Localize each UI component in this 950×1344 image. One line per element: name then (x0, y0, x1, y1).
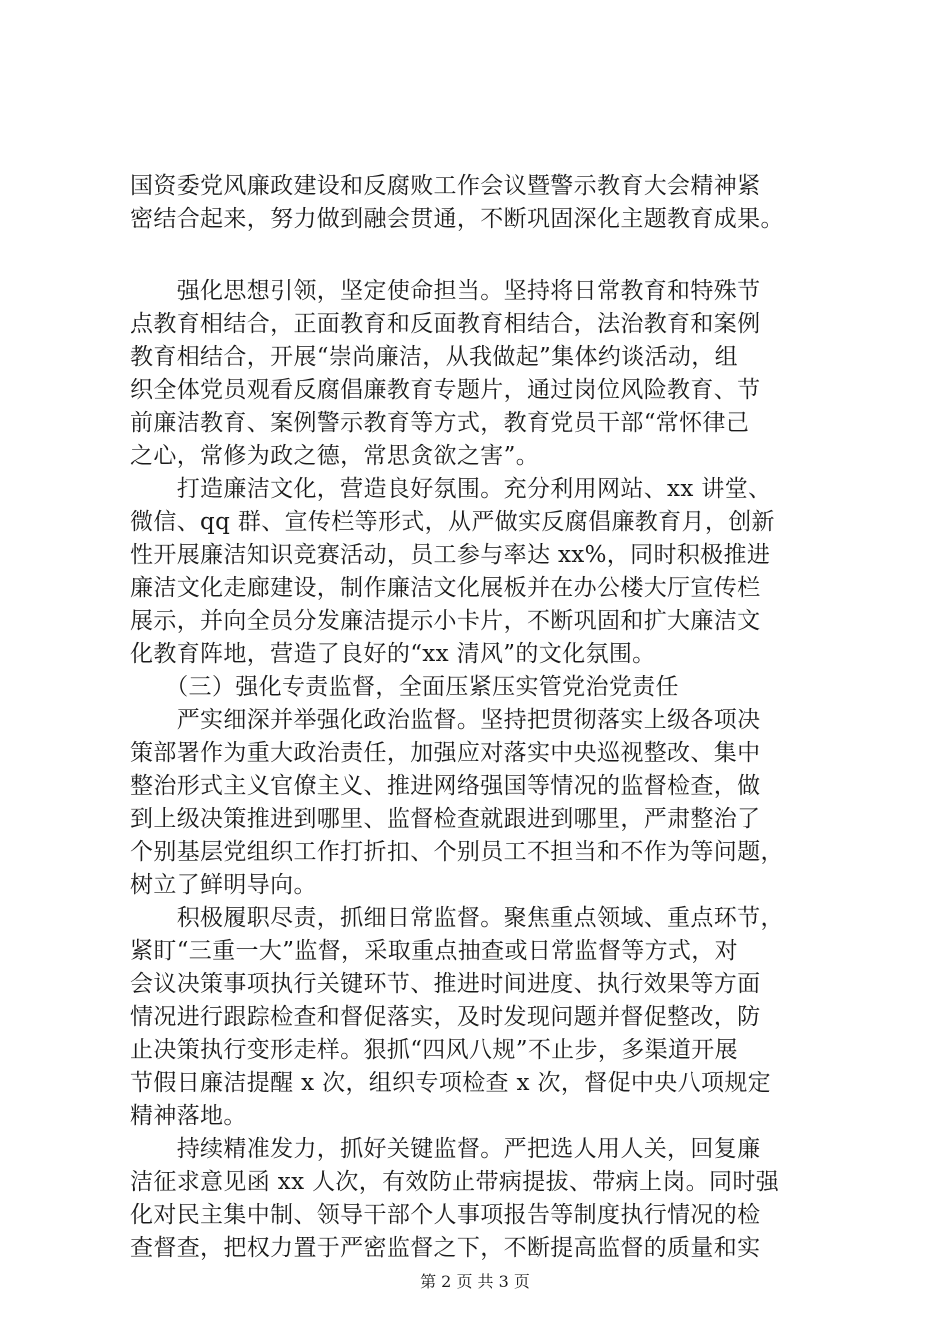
text-line: 密结合起来，努力做到融会贯通，不断巩固深化主题教育成果。 (130, 206, 784, 232)
paragraph (130, 1133, 830, 1265)
text-line: 个别基层党组织工作打折扣、个别员工不担当和不作为等问题， (130, 839, 784, 865)
text-line: 之心，常修为政之德，常思贪欲之害”。 (130, 443, 540, 469)
text-line: 国资委党风廉政建设和反腐败工作会议暨警示教育大会精神紧 (130, 173, 761, 199)
document-body (130, 170, 830, 1265)
page-number: 第 2 页 共 3 页 (420, 1272, 530, 1291)
text-line: 持续精准发力，抓好关键监督。严把选人用人关，回复廉 (130, 1136, 761, 1162)
text-line: 节假日廉洁提醒 x 次，组织专项检查 x 次，督促中央八项规定 (130, 1070, 772, 1096)
text-line: 强化思想引领，坚定使命担当。坚持将日常教育和特殊节 (130, 278, 761, 304)
text-line: 微信、qq 群、宣传栏等形式，从严做实反腐倡廉教育月，创新 (130, 509, 775, 535)
text-line: 严实细深并举强化政治监督。坚持把贯彻落实上级各项决 (130, 707, 761, 733)
paragraph (130, 902, 830, 1133)
section-heading (130, 671, 830, 704)
paragraph (130, 275, 830, 473)
text-line: 化教育阵地，营造了良好的“xx 清风”的文化氛围。 (130, 641, 656, 667)
text-line: 整治形式主义官僚主义、推进网络强国等情况的监督检查，做 (130, 773, 761, 799)
paragraph-gap (130, 236, 830, 275)
text-line: 织全体党员观看反腐倡廉教育专题片，通过岗位风险教育、节 (130, 377, 761, 403)
text-line: 展示，并向全员分发廉洁提示小卡片，不断巩固和扩大廉洁文 (130, 608, 761, 634)
text-line: 紧盯“三重一大”监督，采取重点抽查或日常监督等方式，对 (130, 938, 738, 964)
text-line: 化对民主集中制、领导干部个人事项报告等制度执行情况的检 (130, 1202, 761, 1228)
text-line: 止决策执行变形走样。狠抓“四风八规”不止步，多渠道开展 (130, 1037, 738, 1063)
text-line: 教育相结合，开展“崇尚廉洁，从我做起”集体约谈活动，组 (130, 344, 738, 370)
text-line: 前廉洁教育、案例警示教育等方式，教育党员干部“常怀律己 (130, 410, 750, 436)
text-line: 树立了鲜明导向。 (130, 872, 317, 898)
text-line: 精神落地。 (130, 1103, 247, 1129)
text-line: 到上级决策推进到哪里、监督检查就跟进到哪里，严肃整治了 (130, 806, 761, 832)
paragraph (130, 704, 830, 902)
text-line: 会议决策事项执行关键环节、推进时间进度、执行效果等方面 (130, 971, 761, 997)
text-line: 洁征求意见函 xx 人次，有效防止带病提拔、带病上岗。同时强 (130, 1169, 780, 1195)
paragraph (130, 473, 830, 671)
text-line: 情况进行跟踪检查和督促落实，及时发现问题并督促整改，防 (130, 1004, 761, 1030)
text-line: 积极履职尽责，抓细日常监督。聚焦重点领域、重点环节， (130, 905, 784, 931)
page-footer (0, 1272, 950, 1292)
text-line: 点教育相结合，正面教育和反面教育相结合，法治教育和案例 (130, 311, 761, 337)
heading-line: （三）强化专责监督，全面压紧压实管党治党责任 (130, 674, 679, 700)
paragraph (130, 170, 830, 236)
text-line: 廉洁文化走廊建设，制作廉洁文化展板并在办公楼大厅宣传栏 (130, 575, 761, 601)
text-line: 性开展廉洁知识竞赛活动，员工参与率达 xx%，同时积极推进 (130, 542, 771, 568)
text-line: 打造廉洁文化，营造良好氛围。充分利用网站、xx 讲堂、 (130, 476, 772, 502)
text-line: 策部署作为重大政治责任，加强应对落实中央巡视整改、集中 (130, 740, 761, 766)
text-line: 查督查，把权力置于严密监督之下，不断提高监督的质量和实 (130, 1235, 761, 1261)
